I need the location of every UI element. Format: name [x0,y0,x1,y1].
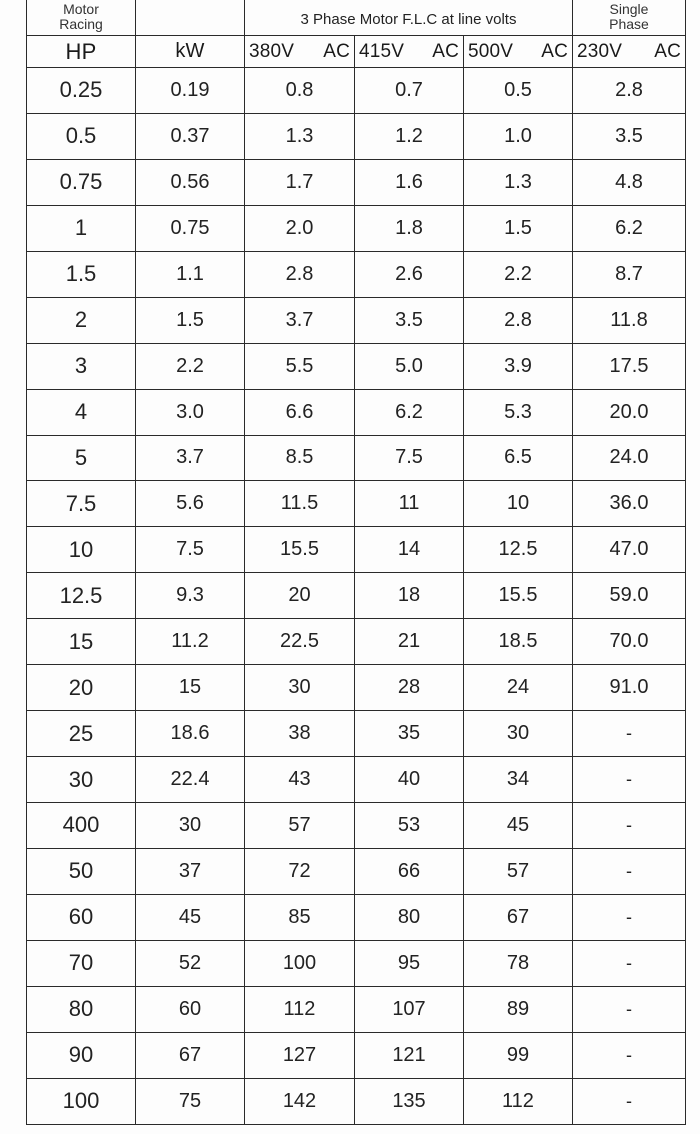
v230-cell: 59.0 [573,573,686,619]
kw-cell: 15 [136,665,245,711]
v415-cell: 66 [355,848,464,894]
v500-cell: 12.5 [464,527,573,573]
hp-cell: 3 [27,343,136,389]
v380-cell: 57 [245,803,355,849]
v415-cell: 18 [355,573,464,619]
table-row [27,1078,686,1124]
v415-cell: 28 [355,665,464,711]
kw-cell: 52 [136,940,245,986]
kw-cell: 45 [136,894,245,940]
kw-cell: 60 [136,986,245,1032]
v230-cell: 36.0 [573,481,686,527]
v230-column-header [573,36,686,68]
v415-ac-label: AC [432,40,459,62]
v500-cell: 24 [464,665,573,711]
kw-cell: 3.7 [136,435,245,481]
table-row [27,343,686,389]
kw-cell: 0.75 [136,205,245,251]
single-phase-line1: Single [609,1,649,17]
table-row [27,481,686,527]
v230-cell: 6.2 [573,205,686,251]
kw-cell: 30 [136,803,245,849]
hp-cell: 7.5 [27,481,136,527]
motor-rating-header [27,0,136,36]
hp-cell: 4 [27,389,136,435]
v500-cell: 10 [464,481,573,527]
v500-cell: 3.9 [464,343,573,389]
v380-cell: 1.7 [245,159,355,205]
v230-cell: - [573,1032,686,1078]
v415-cell: 35 [355,711,464,757]
v500-cell: 67 [464,894,573,940]
hp-cell: 0.25 [27,68,136,114]
table-row [27,251,686,297]
v415-column-header [355,36,464,68]
v230-cell: - [573,711,686,757]
motor-rating-line2: Racing [59,16,103,32]
v500-cell: 1.0 [464,113,573,159]
table-row [27,205,686,251]
hp-cell: 50 [27,848,136,894]
kw-cell: 11.2 [136,619,245,665]
hp-cell: 0.5 [27,113,136,159]
v380-cell: 5.5 [245,343,355,389]
v380-label: 380V [249,40,295,62]
v230-ac-label: AC [654,40,681,62]
kw-cell: 2.2 [136,343,245,389]
v230-cell: 3.5 [573,113,686,159]
v500-cell: 2.8 [464,297,573,343]
v415-cell: 1.6 [355,159,464,205]
v415-cell: 107 [355,986,464,1032]
v415-cell: 40 [355,757,464,803]
hp-cell: 400 [27,803,136,849]
v415-cell: 0.7 [355,68,464,114]
table-row [27,803,686,849]
hp-cell: 1.5 [27,251,136,297]
v230-label: 230V [577,40,623,62]
hp-cell: 90 [27,1032,136,1078]
v500-ac-label: AC [541,40,568,62]
v415-cell: 5.0 [355,343,464,389]
v415-cell: 2.6 [355,251,464,297]
v500-cell: 1.3 [464,159,573,205]
hp-cell: 100 [27,1078,136,1124]
kw-cell: 9.3 [136,573,245,619]
table-row [27,986,686,1032]
table-row [27,940,686,986]
v380-cell: 127 [245,1032,355,1078]
v415-cell: 21 [355,619,464,665]
v230-cell: 11.8 [573,297,686,343]
v500-cell: 15.5 [464,573,573,619]
v500-cell: 45 [464,803,573,849]
v230-cell: - [573,986,686,1032]
hp-cell: 25 [27,711,136,757]
v380-cell: 22.5 [245,619,355,665]
v230-cell: 20.0 [573,389,686,435]
table-body [27,68,686,1125]
v415-cell: 14 [355,527,464,573]
hp-cell: 2 [27,297,136,343]
v380-cell: 3.7 [245,297,355,343]
table-row [27,527,686,573]
hp-cell: 80 [27,986,136,1032]
v230-cell: 2.8 [573,68,686,114]
v415-cell: 1.8 [355,205,464,251]
kw-cell: 3.0 [136,389,245,435]
v415-cell: 135 [355,1078,464,1124]
hp-cell: 12.5 [27,573,136,619]
v230-cell: 24.0 [573,435,686,481]
v380-cell: 38 [245,711,355,757]
kw-cell: 0.37 [136,113,245,159]
kw-cell: 75 [136,1078,245,1124]
three-phase-header: 3 Phase Motor F.L.C at line volts [245,0,573,36]
table-row [27,711,686,757]
table-row [27,619,686,665]
v380-cell: 11.5 [245,481,355,527]
kw-cell: 5.6 [136,481,245,527]
v380-cell: 112 [245,986,355,1032]
kw-cell: 1.5 [136,297,245,343]
table-row [27,573,686,619]
v380-ac-label: AC [323,40,350,62]
v500-cell: 99 [464,1032,573,1078]
v500-cell: 0.5 [464,68,573,114]
motor-rating-line1: Motor [63,1,99,17]
table-row [27,665,686,711]
v500-label: 500V [468,40,514,62]
v500-cell: 57 [464,848,573,894]
hp-cell: 20 [27,665,136,711]
hp-cell: 60 [27,894,136,940]
kw-column-header: kW [136,36,245,68]
table-row [27,757,686,803]
v230-cell: - [573,803,686,849]
v230-cell: 17.5 [573,343,686,389]
kw-cell: 0.19 [136,68,245,114]
v415-cell: 11 [355,481,464,527]
v415-cell: 7.5 [355,435,464,481]
v415-cell: 6.2 [355,389,464,435]
table-row [27,848,686,894]
hp-column-header: HP [27,36,136,68]
header-row-units [27,36,686,68]
single-phase-header [573,0,686,36]
v230-cell: 70.0 [573,619,686,665]
v415-cell: 95 [355,940,464,986]
v230-cell: 47.0 [573,527,686,573]
table-row [27,68,686,114]
v230-cell: - [573,848,686,894]
kw-cell: 0.56 [136,159,245,205]
v500-cell: 112 [464,1078,573,1124]
v380-cell: 100 [245,940,355,986]
table-row [27,389,686,435]
v415-cell: 53 [355,803,464,849]
v415-cell: 3.5 [355,297,464,343]
v500-cell: 78 [464,940,573,986]
v415-cell: 80 [355,894,464,940]
v500-cell: 5.3 [464,389,573,435]
table-row [27,159,686,205]
v230-cell: - [573,940,686,986]
kw-cell: 37 [136,848,245,894]
v500-cell: 89 [464,986,573,1032]
v500-cell: 2.2 [464,251,573,297]
v500-cell: 34 [464,757,573,803]
v415-label: 415V [359,40,405,62]
single-phase-line2: Phase [609,16,649,32]
table-row [27,297,686,343]
v500-column-header [464,36,573,68]
v380-cell: 142 [245,1078,355,1124]
v500-cell: 18.5 [464,619,573,665]
v380-cell: 72 [245,848,355,894]
header-row-top [27,0,686,36]
v415-cell: 121 [355,1032,464,1078]
v230-cell: 4.8 [573,159,686,205]
v380-cell: 85 [245,894,355,940]
kw-cell: 7.5 [136,527,245,573]
motor-flc-table [26,0,686,1125]
v380-cell: 2.0 [245,205,355,251]
hp-cell: 5 [27,435,136,481]
v230-cell: - [573,757,686,803]
v230-cell: - [573,1078,686,1124]
v500-cell: 1.5 [464,205,573,251]
table-row [27,1032,686,1078]
hp-cell: 15 [27,619,136,665]
v500-cell: 6.5 [464,435,573,481]
v380-cell: 0.8 [245,68,355,114]
v230-cell: 91.0 [573,665,686,711]
table-row [27,894,686,940]
v380-cell: 20 [245,573,355,619]
hp-cell: 1 [27,205,136,251]
table-row [27,113,686,159]
hp-cell: 70 [27,940,136,986]
kw-cell: 1.1 [136,251,245,297]
kw-cell: 22.4 [136,757,245,803]
v415-cell: 1.2 [355,113,464,159]
v380-column-header [245,36,355,68]
v380-cell: 8.5 [245,435,355,481]
table-row [27,435,686,481]
kw-cell: 67 [136,1032,245,1078]
v380-cell: 2.8 [245,251,355,297]
v380-cell: 30 [245,665,355,711]
v380-cell: 43 [245,757,355,803]
v230-cell: - [573,894,686,940]
v230-cell: 8.7 [573,251,686,297]
hp-cell: 30 [27,757,136,803]
kw-header-blank [136,0,245,36]
hp-cell: 10 [27,527,136,573]
hp-cell: 0.75 [27,159,136,205]
v380-cell: 6.6 [245,389,355,435]
v500-cell: 30 [464,711,573,757]
kw-cell: 18.6 [136,711,245,757]
v380-cell: 15.5 [245,527,355,573]
v380-cell: 1.3 [245,113,355,159]
